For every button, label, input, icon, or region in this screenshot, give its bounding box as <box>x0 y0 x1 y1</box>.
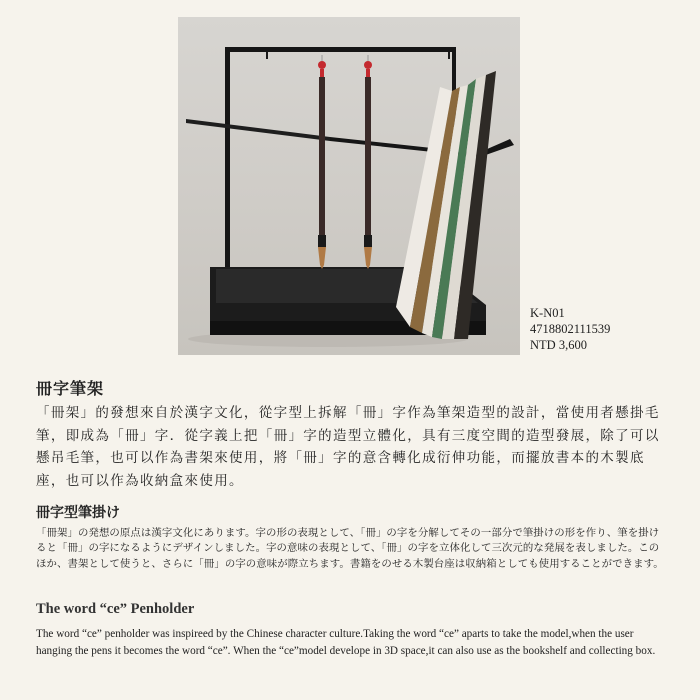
hook <box>266 52 268 59</box>
product-info <box>530 305 610 353</box>
tassel <box>366 69 370 77</box>
brush-tip <box>364 247 372 269</box>
brush-ferrule <box>364 235 372 247</box>
tassel-knot <box>318 61 326 69</box>
brush-ferrule <box>318 235 326 247</box>
left-post <box>225 47 230 294</box>
chinese-title: 冊字筆架 <box>36 379 105 398</box>
product-price: NTD 3,600 <box>530 338 587 352</box>
english-title: The word “ce” Penholder <box>36 601 195 617</box>
japanese-title: 冊字型筆掛け <box>36 505 120 521</box>
top-bar <box>225 47 452 52</box>
product-photo <box>178 17 520 355</box>
tassel-knot <box>364 61 372 69</box>
product-barcode: 4718802111539 <box>530 322 611 336</box>
tassel <box>320 69 324 77</box>
english-description: The word “ce” penholder was inspireed by the Chinese character culture.Taking the word “ce” aparts to take the model,when the user hanging the pens it becomes the word “ce”. When the “ce”model develope in 3D space,it can also use as the bookshelf and collecting box. <box>36 628 656 657</box>
japanese-description: 「冊架」の発想の原点は漢字文化にあります。字の形の表現として、「冊」の字を分解してその一部分で筆掛けの形を作り、筆を掛けると「冊」の字になるようにデザインしました。字の意味の表現として、「冊」の字を立体化して三次元的な発展を表しました。このほか、書架として使うと、さらに「冊」の字の意味が際立ちます。書籍をのせる木製台座は収納箱としても使用することができます。 <box>36 527 664 570</box>
product-code: K-N01 <box>530 306 565 320</box>
brush-tip <box>318 247 326 269</box>
chinese-description: 「冊架」的發想來自於漢字文化，從字型上拆解「冊」字作為筆架造型的設計，當使用者懸掛毛筆，即成為「冊」字．從字義上把「冊」字的造型立體化，具有三度空間的造型發展，除了可以懸吊毛筆，也可以作為書架來使用，將「冊」字的意含轉化成衍伸功能，而擺放書本的木製底座，也可以作為收納盒來使用。 <box>36 405 660 489</box>
hook <box>448 52 450 59</box>
shelf-bar-left <box>186 119 330 141</box>
brush-handle <box>365 77 371 237</box>
brush-handle <box>319 77 325 237</box>
penholder-illustration <box>178 17 520 355</box>
